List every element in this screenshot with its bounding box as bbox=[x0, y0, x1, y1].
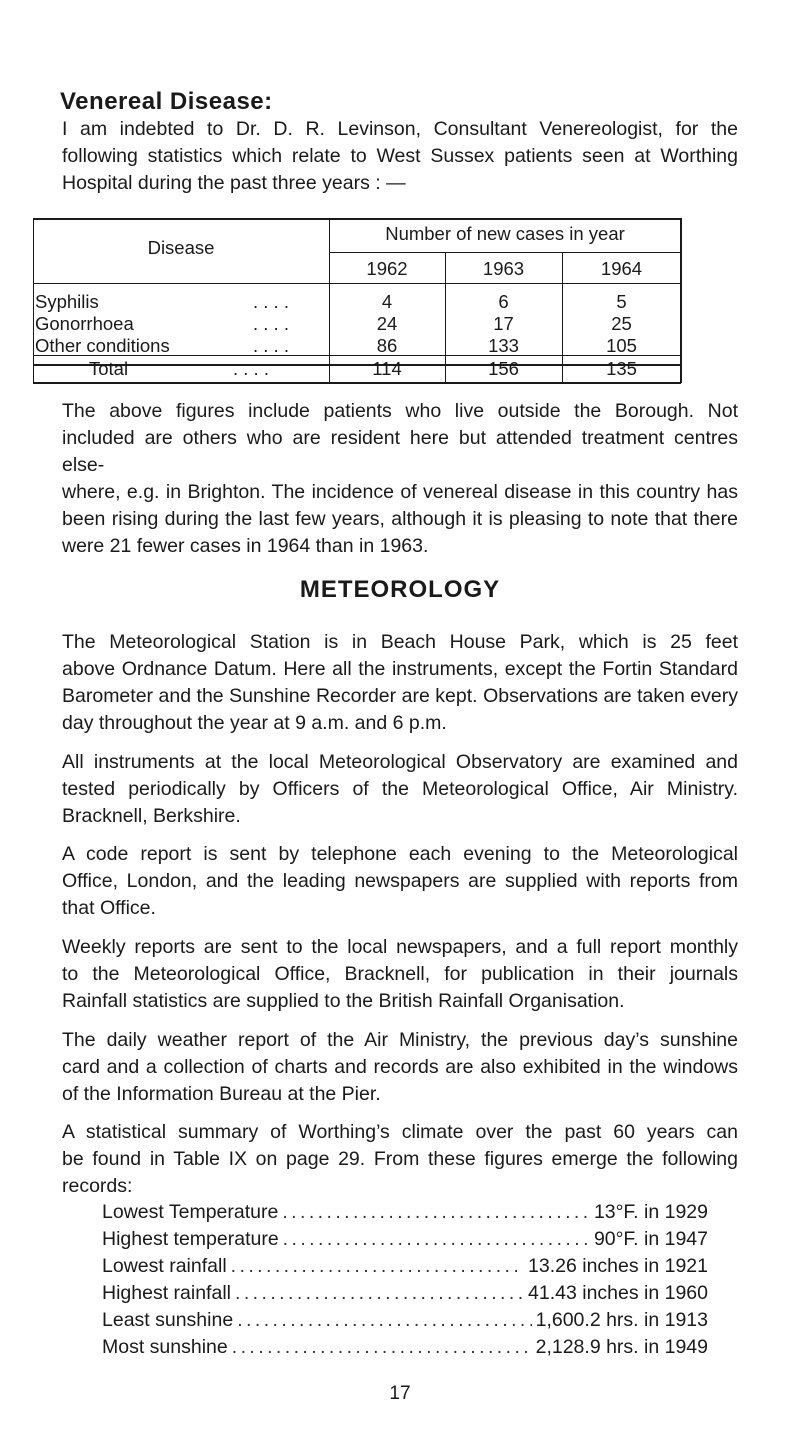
text-line: Office, London, and the leading newspapers are supplied with reports from bbox=[62, 870, 738, 892]
text-line: day throughout the year at 9 a.m. and 6 p.m. bbox=[62, 712, 447, 734]
table-total-row bbox=[33, 356, 681, 382]
dot-leader bbox=[282, 1201, 590, 1224]
intro-line: following statistics which relate to West Sussex patients seen at Worthing bbox=[62, 145, 738, 167]
total-bottom-rule bbox=[33, 382, 681, 384]
record-label: Lowest Temperature bbox=[102, 1201, 279, 1223]
row-leader: . . . . bbox=[253, 313, 289, 334]
record-label: Least sunshine bbox=[102, 1309, 234, 1331]
disease-column-header: Disease bbox=[147, 237, 215, 258]
total-left-rule bbox=[33, 355, 34, 383]
total-cell: 135 bbox=[606, 358, 637, 379]
text-line: The daily weather report of the Air Ministry, the previous day’s sunshine bbox=[62, 1029, 738, 1051]
total-cell: 156 bbox=[488, 358, 519, 379]
venereal-disease-table bbox=[33, 218, 681, 366]
record-value: 13.26 inches in 1921 bbox=[528, 1255, 708, 1277]
venereal-disease-heading: Venereal Disease: bbox=[60, 88, 273, 115]
intro-line: I am indebted to Dr. D. R. Levinson, Consultant Venereologist, for the bbox=[62, 118, 738, 140]
record-value: 41.43 inches in 1960 bbox=[528, 1282, 708, 1304]
page-number: 17 bbox=[389, 1383, 411, 1404]
venereal-intro-paragraph bbox=[62, 116, 738, 197]
record-item bbox=[102, 1201, 708, 1227]
record-label: Most sunshine bbox=[102, 1336, 228, 1358]
dot-leader bbox=[231, 1255, 524, 1278]
row-leader: . . . . bbox=[253, 291, 289, 312]
text-line: Bracknell, Berkshire. bbox=[62, 805, 241, 827]
text-line: been rising during the last few years, although it is pleasing to note that there bbox=[62, 508, 738, 530]
text-line: be found in Table IX on page 29. From these figures emerge the following bbox=[62, 1148, 738, 1170]
table-cell: 133 bbox=[488, 335, 519, 356]
meteorology-paragraph-instruments bbox=[62, 749, 738, 830]
row-leader: . . . . bbox=[253, 335, 289, 356]
record-label: Highest temperature bbox=[102, 1228, 279, 1250]
meteorology-heading: METEOROLOGY bbox=[299, 576, 501, 603]
meteorology-paragraph-station bbox=[62, 629, 738, 737]
record-value: 2,128.9 hrs. in 1949 bbox=[535, 1336, 708, 1358]
text-line: card and a collection of charts and records are also exhibited in the windows bbox=[62, 1056, 738, 1078]
table-subheader-rule bbox=[329, 252, 681, 253]
record-item bbox=[102, 1309, 708, 1335]
record-label: Lowest rainfall bbox=[102, 1255, 227, 1277]
record-item bbox=[102, 1255, 708, 1281]
dot-leader bbox=[283, 1228, 590, 1251]
row-label-other-conditions: Other conditions bbox=[35, 335, 170, 356]
text-line: above Ordnance Datum. Here all the instruments, except the Fortin Standard bbox=[62, 658, 738, 680]
record-item bbox=[102, 1336, 708, 1362]
intro-line: Hospital during the past three years : — bbox=[62, 172, 406, 194]
meteorology-paragraph-code-report bbox=[62, 841, 738, 922]
dot-leader bbox=[235, 1282, 524, 1305]
record-item bbox=[102, 1282, 708, 1308]
record-value: 1,600.2 hrs. in 1913 bbox=[535, 1309, 708, 1331]
cases-group-header: Number of new cases in year bbox=[385, 223, 625, 244]
text-line: Rainfall statistics are supplied to the British Rainfall Organisation. bbox=[62, 990, 625, 1012]
venereal-commentary-paragraph bbox=[62, 398, 738, 560]
row-leader: . . . . bbox=[233, 358, 269, 379]
text-line: where, e.g. in Brighton. The incidence of venereal disease in this country has bbox=[62, 481, 738, 503]
year-header: 1964 bbox=[600, 258, 643, 279]
text-line: The Meteorological Station is in Beach House Park, which is 25 feet bbox=[62, 631, 738, 653]
text-line: of the Information Bureau at the Pier. bbox=[62, 1083, 381, 1105]
text-line: Barometer and the Sunshine Recorder are kept. Observations are taken every bbox=[62, 685, 738, 707]
record-value: 90°F. in 1947 bbox=[593, 1228, 708, 1250]
table-cell: 24 bbox=[376, 313, 398, 334]
text-line: were 21 fewer cases in 1964 than in 1963. bbox=[62, 535, 429, 557]
table-top-rule bbox=[33, 218, 681, 220]
meteorology-paragraph-daily-report bbox=[62, 1027, 738, 1108]
text-line: A statistical summary of Worthing’s climate over the past 60 years can bbox=[62, 1121, 738, 1143]
total-label: Total bbox=[89, 358, 129, 379]
table-cell: 86 bbox=[376, 335, 398, 356]
text-line: to the Meteorological Office, Bracknell, for publication in their journals bbox=[62, 963, 738, 985]
record-label: Highest rainfall bbox=[102, 1282, 231, 1304]
text-line: Weekly reports are sent to the local newspapers, and a full report monthly bbox=[62, 936, 738, 958]
text-line: records: bbox=[62, 1175, 133, 1197]
text-line: tested periodically by Officers of the Meteorological Office, Air Ministry. bbox=[62, 778, 738, 800]
meteorology-paragraph-summary bbox=[62, 1119, 738, 1200]
table-header-rule bbox=[33, 283, 681, 284]
table-cell: 4 bbox=[381, 291, 393, 312]
text-line: A code report is sent by telephone each evening to the Meteorological bbox=[62, 843, 738, 865]
year-header: 1962 bbox=[366, 258, 408, 279]
text-line: The above figures include patients who live outside the Borough. Not bbox=[62, 400, 738, 422]
table-cell: 17 bbox=[493, 313, 514, 334]
record-item bbox=[102, 1228, 708, 1254]
total-cell: 114 bbox=[372, 358, 402, 379]
table-cell: 6 bbox=[498, 291, 509, 312]
year-header: 1963 bbox=[482, 258, 525, 279]
record-value: 13°F. in 1929 bbox=[593, 1201, 708, 1223]
dot-leader bbox=[232, 1336, 532, 1359]
table-cell: 25 bbox=[611, 313, 632, 334]
row-label-gonorrhoea: Gonorrhoea bbox=[35, 313, 134, 334]
meteorology-paragraph-weekly-reports bbox=[62, 934, 738, 1015]
text-line: included are others who are resident here but attended treatment centres else- bbox=[62, 427, 738, 476]
table-cell: 5 bbox=[616, 291, 627, 312]
text-line: that Office. bbox=[62, 897, 156, 919]
row-label-syphilis: Syphilis bbox=[35, 291, 99, 312]
dot-leader bbox=[237, 1309, 531, 1332]
table-cell: 105 bbox=[606, 335, 637, 356]
text-line: All instruments at the local Meteorological Observatory are examined and bbox=[62, 751, 738, 773]
